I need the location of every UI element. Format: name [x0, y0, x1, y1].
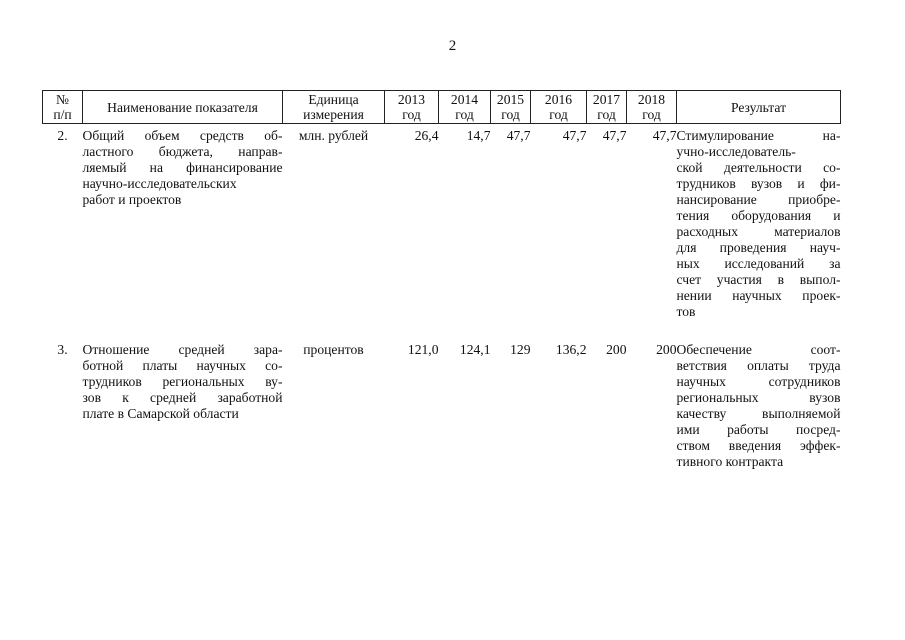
header-year-label: год [455, 107, 474, 122]
result-line: ством введения эффек- [676, 438, 841, 453]
header-year [587, 91, 627, 124]
indicator-name-line: научно-исследовательских [82, 176, 237, 191]
value-2017: 200 [606, 342, 627, 357]
header-year-value: 2016 [544, 92, 573, 107]
result-line: учно-исследователь- [676, 144, 796, 159]
header-year-value: 2014 [450, 92, 479, 107]
value-2014: 14,7 [466, 128, 491, 143]
row-number: 2. [57, 128, 68, 143]
indicator-name-line: трудников региональных ву- [82, 374, 283, 389]
result-line: для проведения науч- [676, 240, 841, 255]
result-cell [677, 338, 841, 492]
indicator-name-line: ластного бюджета, направ- [82, 144, 283, 159]
value-2015: 129 [510, 342, 531, 357]
header-unit-line: измерения [303, 107, 364, 122]
unit-cell: млн. рублей [298, 128, 369, 143]
result-cell [677, 124, 841, 339]
header-year-label: год [642, 107, 661, 122]
result-line: тения оборудования и [676, 208, 841, 223]
result-line: Обеспечение соот- [676, 342, 841, 357]
indicator-name-line: ляемый на финансирование [82, 160, 283, 175]
header-year [627, 91, 677, 124]
unit-cell: процентов [303, 342, 364, 357]
result-line: счет участия в выпол- [676, 272, 841, 287]
indicator-name-line: плате в Самарской области [82, 406, 239, 421]
result-line: тивного контракта [676, 454, 784, 469]
result-line: ветствия оплаты труда [676, 358, 841, 373]
indicator-name-line: Общий объем средств об- [82, 128, 283, 143]
table-header-row [43, 91, 841, 124]
header-num [43, 91, 83, 124]
result-line: ской деятельности со- [676, 160, 841, 175]
header-year-value: 2015 [496, 92, 525, 107]
result-line: Стимулирование на- [676, 128, 841, 143]
indicator-name-line: ботной платы научных со- [82, 358, 283, 373]
table-row [43, 338, 841, 492]
value-2013: 121,0 [407, 342, 439, 357]
result-line: ими работы посред- [676, 422, 841, 437]
header-year [531, 91, 587, 124]
result-line: тов [676, 304, 696, 319]
header-year-label: год [402, 107, 421, 122]
header-year-value: 2013 [397, 92, 426, 107]
header-year [439, 91, 491, 124]
indicators-table [42, 90, 841, 492]
result-line: нансирование приобре- [676, 192, 841, 207]
result-line: нении научных проек- [676, 288, 841, 303]
indicator-name-line: Отношение средней зара- [82, 342, 283, 357]
result-line: региональных вузов [676, 390, 841, 405]
header-year-label: год [549, 107, 568, 122]
header-num-line: п/п [53, 107, 72, 122]
value-2017: 47,7 [602, 128, 627, 143]
header-year [385, 91, 439, 124]
value-2018: 47,7 [652, 128, 677, 143]
header-name: Наименование показателя [83, 91, 283, 124]
header-year-value: 2017 [592, 92, 621, 107]
result-line: научных сотрудников [676, 374, 841, 389]
page-number: 2 [448, 38, 457, 54]
result-line: трудников вузов и фи- [676, 176, 841, 191]
header-unit-line: Единица [308, 92, 359, 107]
indicator-name-line: зов к средней заработной [82, 390, 283, 405]
header-year-value: 2018 [637, 92, 666, 107]
indicator-name [83, 124, 283, 339]
header-year-label: год [501, 107, 520, 122]
value-2016: 47,7 [562, 128, 587, 143]
indicator-name-line: работ и проектов [82, 192, 182, 207]
result-line: ных исследований за [676, 256, 841, 271]
header-year [491, 91, 531, 124]
result-line: расходных материалов [676, 224, 841, 239]
value-2016: 136,2 [555, 342, 587, 357]
result-line: качеству выполняемой [676, 406, 841, 421]
value-2018: 200 [656, 342, 677, 357]
value-2015: 47,7 [506, 128, 531, 143]
header-num-line: № [56, 92, 69, 107]
value-2013: 26,4 [414, 128, 439, 143]
row-number: 3. [57, 342, 68, 357]
value-2014: 124,1 [459, 342, 491, 357]
indicator-name [83, 338, 283, 492]
header-unit [283, 91, 385, 124]
header-year-label: год [597, 107, 616, 122]
table-row [43, 124, 841, 339]
header-result: Результат [677, 91, 841, 124]
